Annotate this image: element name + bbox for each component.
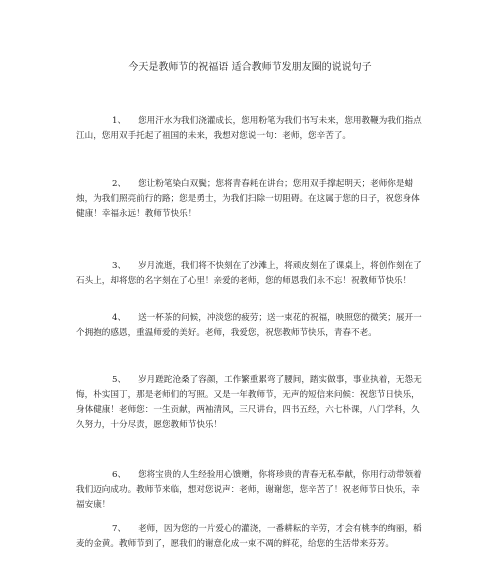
paragraph-text: 您将宝贵的人生经验用心馈赠，你将珍贵的青春无私奉献，你用行动带领着我们迈向成功。教师节来临，想对您说声：老师，谢谢您，您辛苦了！祝老师节日快乐，幸福安康！ <box>76 470 422 510</box>
paragraph-4 <box>76 311 428 341</box>
paragraph-2 <box>76 177 428 222</box>
paragraph-number: 3、 <box>112 261 127 271</box>
paragraph-number: 1、 <box>112 116 127 126</box>
paragraph-6 <box>76 468 428 513</box>
paragraph-text: 您让粉笔染白双鬓；您将青春耗在讲台；您用双手撑起明天；老师你是蜡烛，为我们照亮前行的路；您是勇士，为我们扫除一切阻碍。在这属于您的日子，祝您身体健康！幸福永远！教师节快乐！ <box>76 179 420 219</box>
paragraph-7 <box>76 522 428 552</box>
paragraph-text: 岁月蹉跎沧桑了容颜，工作繁重累弯了腰间，踏实做事，事业执着，无怨无悔，朴实国丁，那是老师们的写照。又是一年教师节，无声的短信来问候：祝您节日快乐，身体健康！老师您：一生贡献，两袖清风，三尺讲台，四书五经，六七朴课，八门学科，久久努力，十分尽责，愿您教师节快乐！ <box>76 375 422 430</box>
paragraph-text: 您用汗水为我们浇灌成长，您用粉笔为我们书写未来，您用教鞭为我们指点江山，您用双手托起了祖国的未来，我想对您说一句：老师，您辛苦了。 <box>76 116 422 141</box>
document-title: 今天是教师节的祝福语 适合教师节发朋友圈的说说句子 <box>128 62 372 73</box>
paragraph-number: 7、 <box>112 524 127 534</box>
paragraph-text: 岁月流逝，我们将不快刻在了沙滩上，将顽皮刻在了课桌上，将创作刻在了石头上，却将您的名字刻在了心里！亲爱的老师，您的师恩我们永不忘！祝教师节快乐！ <box>76 261 422 286</box>
paragraph-text: 送一杯茶的问候，冲淡您的疲劳；送一束花的祝福，映照您的微笑；展开一个拥抱的感恩，重温师爱的美好。老师，我爱您，祝您教师节快乐，青春不老。 <box>76 313 422 338</box>
paragraph-3 <box>76 259 428 289</box>
paragraph-5 <box>76 373 428 433</box>
paragraph-number: 2、 <box>112 179 127 189</box>
paragraph-text: 老师，因为您的一片爱心的灌浇，一番耕耘的辛劳，才会有桃李的绚丽，稻麦的金黄。教师节到了，愿我们的谢意化成一束不凋的鲜花，给您的生活带来芬芳。 <box>76 524 422 549</box>
paragraph-number: 5、 <box>112 375 127 385</box>
paragraph-1 <box>76 114 428 144</box>
paragraph-number: 6、 <box>112 470 127 480</box>
paragraph-number: 4、 <box>112 313 127 323</box>
